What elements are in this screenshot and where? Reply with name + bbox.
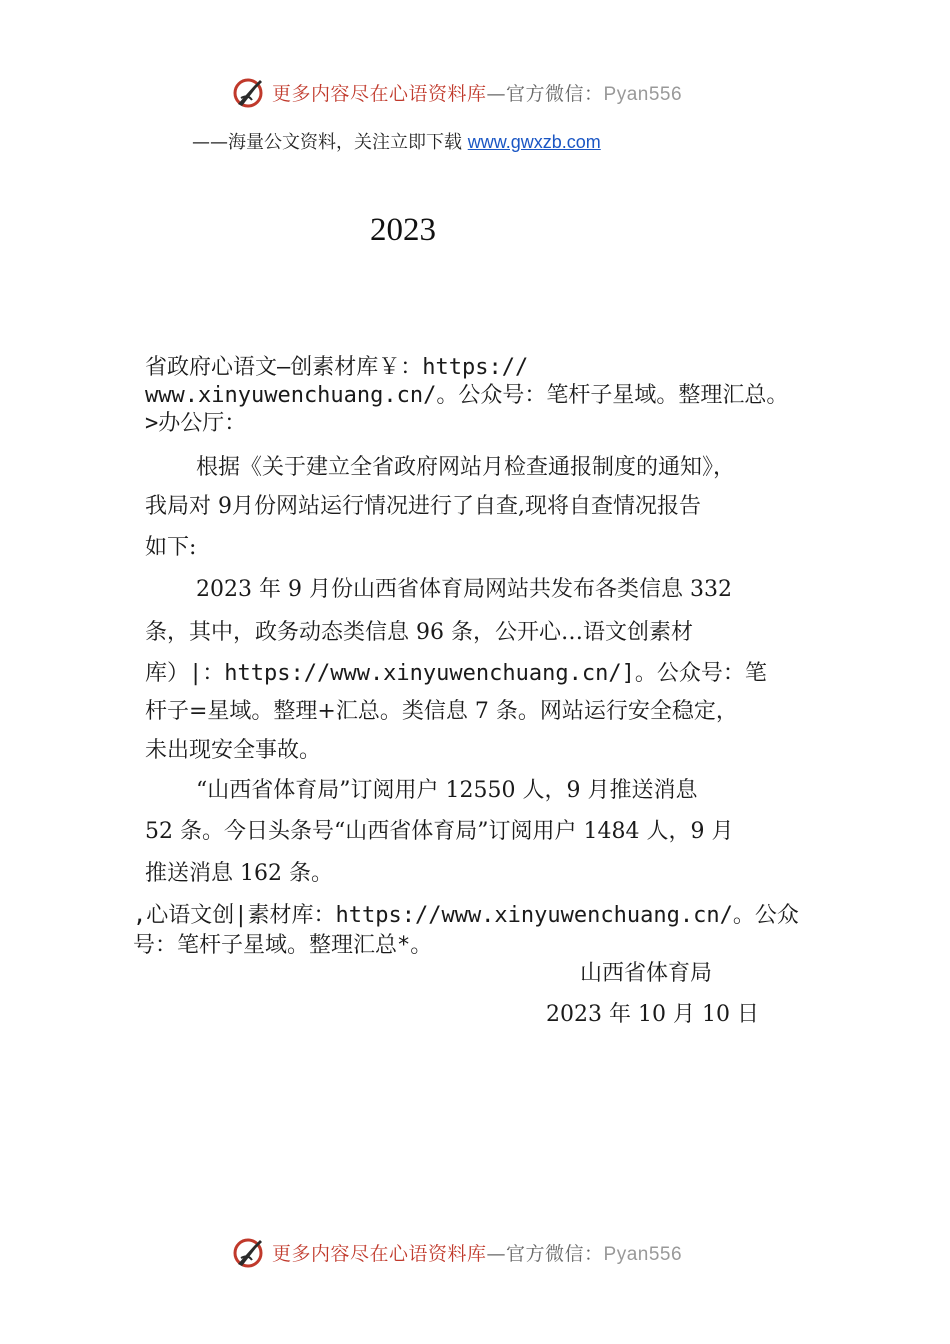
body-line: 52 条。今日头条号“山西省体育局”订阅用户 1484 人，9 月 — [145, 819, 734, 844]
body-line: 我局对 9月份网站运行情况进行了自查,现将自查情况报告 — [145, 494, 701, 519]
body-line: 如下: — [145, 535, 197, 560]
document-title: 2023 — [370, 212, 436, 248]
download-link[interactable]: www.gwxzb.com — [467, 132, 601, 152]
body-line: 杆子=星域。整理+汇总。类信息 7 条。网站运行安全稳定， — [145, 699, 738, 724]
signature-date: 2023 年 10 月 10 日 — [546, 1002, 759, 1027]
signature-org: 山西省体育局 — [580, 961, 713, 986]
body-line: 号：笔杆子星域。整理汇总*。 — [133, 933, 433, 958]
banner-text: 更多内容尽在心语资料库—官方微信：Pyan556 — [272, 82, 683, 105]
header-banner — [232, 72, 752, 112]
body-line: www.xinyuwenchuang.cn/。公众号：笔杆子星域。整理汇总。 — [145, 383, 789, 408]
banner-text: 更多内容尽在心语资料库—官方微信：Pyan556 — [272, 1242, 683, 1265]
body-line: 2023 年 9 月份山西省体育局网站共发布各类信息 332 — [196, 577, 732, 602]
body-line: >办公厅： — [145, 411, 247, 436]
body-line: ,心语文创|素材库：https://www.xinyuwenchuang.cn/。公众 — [133, 903, 799, 928]
body-line: 条，其中，政务动态类信息 96 条，公开心…语文创素材 — [145, 620, 693, 645]
body-line: 推送消息 162 条。 — [145, 861, 333, 886]
footer-banner — [232, 1232, 752, 1272]
body-line: “山西省体育局”订阅用户 12550 人，9 月推送消息 — [196, 778, 698, 803]
subheader — [192, 128, 601, 154]
subheader-text: ——海量公文资料，关注立即下载 — [192, 132, 468, 153]
body-line: 省政府心语文—创素材库￥：https:// — [145, 355, 529, 380]
brush-logo-icon — [232, 74, 268, 110]
body-line: 未出现安全事故。 — [145, 738, 322, 763]
brush-logo-icon — [232, 1234, 268, 1270]
body-line: 库）|：https://www.xinyuwenchuang.cn/]。公众号：笔 — [145, 661, 767, 686]
body-line: 根据《关于建立全省政府网站月检查通报制度的通知》， — [196, 455, 736, 480]
